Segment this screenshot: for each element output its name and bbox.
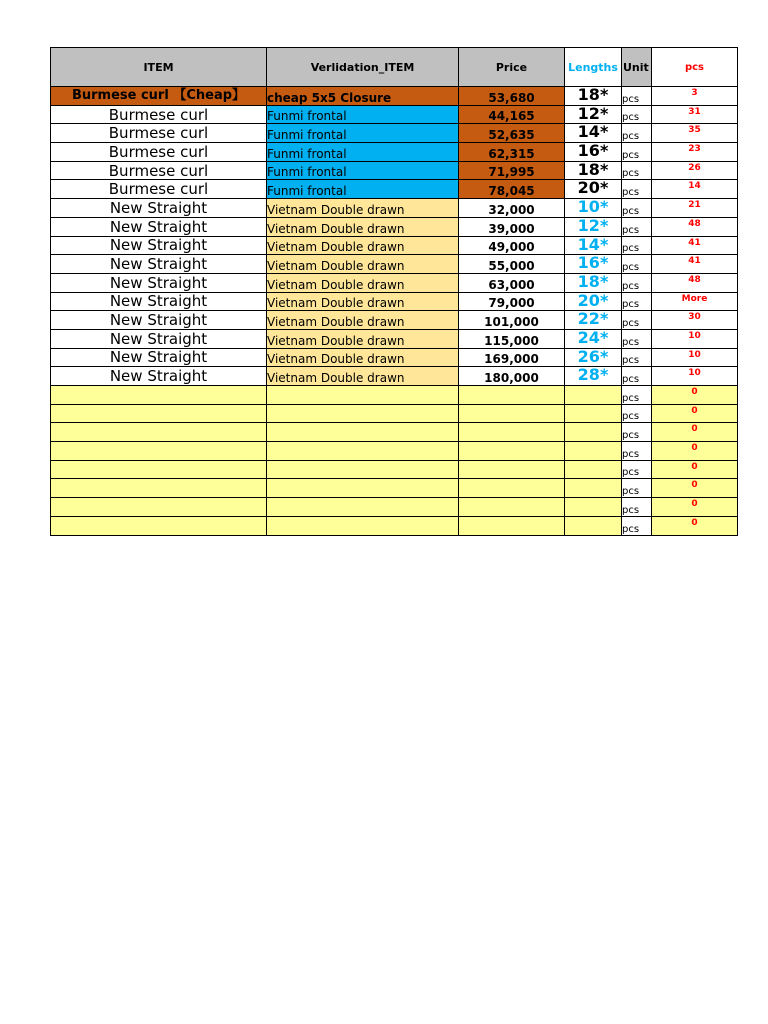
unit-cell[interactable]: pcs	[622, 516, 652, 535]
verlidation-cell[interactable]: Vietnam Double drawn	[267, 199, 459, 218]
length-cell[interactable]	[565, 404, 622, 423]
price-cell[interactable]: 79,000	[459, 292, 565, 311]
pcs-cell[interactable]: More	[652, 292, 738, 311]
table-row	[51, 516, 738, 535]
length-cell[interactable]: 20*	[565, 180, 622, 199]
length-cell[interactable]: 10*	[565, 199, 622, 218]
length-cell[interactable]	[565, 516, 622, 535]
price-cell[interactable]	[459, 404, 565, 423]
pcs-cell[interactable]: 0	[652, 460, 738, 479]
price-cell[interactable]: 39,000	[459, 217, 565, 236]
unit-cell[interactable]: pcs	[622, 479, 652, 498]
item-cell[interactable]: Burmese curl	[51, 105, 267, 124]
price-cell[interactable]	[459, 479, 565, 498]
verlidation-cell[interactable]: Vietnam Double drawn	[267, 292, 459, 311]
verlidation-cell[interactable]	[267, 516, 459, 535]
item-cell[interactable]	[51, 498, 267, 517]
verlidation-cell[interactable]: Funmi frontal	[267, 161, 459, 180]
item-cell[interactable]	[51, 386, 267, 405]
table-row	[51, 180, 738, 199]
header-lengths[interactable]: Lengths	[565, 48, 622, 87]
price-cell[interactable]: 32,000	[459, 199, 565, 218]
table-row	[51, 404, 738, 423]
pcs-cell[interactable]: 0	[652, 516, 738, 535]
unit-cell[interactable]: pcs	[622, 143, 652, 162]
unit-cell[interactable]: pcs	[622, 124, 652, 143]
pcs-cell[interactable]: 0	[652, 479, 738, 498]
item-cell[interactable]	[51, 479, 267, 498]
unit-cell[interactable]: pcs	[622, 292, 652, 311]
header-unit[interactable]: Unit	[622, 48, 652, 87]
length-cell[interactable]	[565, 442, 622, 461]
verlidation-cell[interactable]: Vietnam Double drawn	[267, 329, 459, 348]
item-cell[interactable]: New Straight	[51, 199, 267, 218]
item-cell[interactable]: Burmese curl	[51, 161, 267, 180]
table-row	[51, 311, 738, 330]
unit-cell[interactable]: pcs	[622, 423, 652, 442]
table-row	[51, 255, 738, 274]
length-cell[interactable]: 12*	[565, 217, 622, 236]
item-cell[interactable]: New Straight	[51, 311, 267, 330]
verlidation-cell[interactable]: Vietnam Double drawn	[267, 255, 459, 274]
pcs-cell[interactable]: 48	[652, 217, 738, 236]
table-row	[51, 460, 738, 479]
pcs-cell[interactable]: 3	[652, 87, 738, 106]
unit-cell[interactable]: pcs	[622, 386, 652, 405]
price-cell[interactable]: 101,000	[459, 311, 565, 330]
pcs-cell[interactable]: 35	[652, 124, 738, 143]
price-cell[interactable]: 78,045	[459, 180, 565, 199]
length-cell[interactable]: 28*	[565, 367, 622, 386]
unit-cell[interactable]: pcs	[622, 329, 652, 348]
length-cell[interactable]	[565, 498, 622, 517]
verlidation-cell[interactable]	[267, 460, 459, 479]
length-cell[interactable]: 14*	[565, 236, 622, 255]
table-row	[51, 386, 738, 405]
length-cell[interactable]: 20*	[565, 292, 622, 311]
table-row	[51, 87, 738, 106]
unit-cell[interactable]: pcs	[622, 311, 652, 330]
item-cell[interactable]: Burmese curl	[51, 124, 267, 143]
price-cell[interactable]	[459, 498, 565, 517]
pcs-cell[interactable]: 10	[652, 367, 738, 386]
item-cell[interactable]: New Straight	[51, 292, 267, 311]
unit-cell[interactable]: pcs	[622, 199, 652, 218]
verlidation-cell[interactable]: Funmi frontal	[267, 143, 459, 162]
table-row	[51, 479, 738, 498]
price-list-table	[50, 47, 738, 536]
price-cell[interactable]: 52,635	[459, 124, 565, 143]
item-cell[interactable]: New Straight	[51, 273, 267, 292]
length-cell[interactable]	[565, 423, 622, 442]
pcs-cell[interactable]: 48	[652, 273, 738, 292]
price-cell[interactable]: 55,000	[459, 255, 565, 274]
verlidation-cell[interactable]	[267, 423, 459, 442]
unit-cell[interactable]: pcs	[622, 404, 652, 423]
price-cell[interactable]	[459, 460, 565, 479]
header-pcs[interactable]: pcs	[652, 48, 738, 87]
length-cell[interactable]	[565, 386, 622, 405]
verlidation-cell[interactable]	[267, 479, 459, 498]
table-row	[51, 161, 738, 180]
item-cell[interactable]: New Straight	[51, 329, 267, 348]
length-cell[interactable]: 12*	[565, 105, 622, 124]
length-cell[interactable]: 16*	[565, 143, 622, 162]
unit-cell[interactable]: pcs	[622, 105, 652, 124]
pcs-cell[interactable]: 26	[652, 161, 738, 180]
verlidation-cell[interactable]	[267, 404, 459, 423]
price-cell[interactable]: 44,165	[459, 105, 565, 124]
table-row	[51, 273, 738, 292]
unit-cell[interactable]: pcs	[622, 442, 652, 461]
item-cell[interactable]	[51, 423, 267, 442]
length-cell[interactable]: 22*	[565, 311, 622, 330]
pcs-cell[interactable]: 41	[652, 255, 738, 274]
price-cell[interactable]: 53,680	[459, 87, 565, 106]
pcs-cell[interactable]: 10	[652, 329, 738, 348]
header-price[interactable]: Price	[459, 48, 565, 87]
length-cell[interactable]: 18*	[565, 161, 622, 180]
table-row	[51, 143, 738, 162]
unit-cell[interactable]: pcs	[622, 217, 652, 236]
length-cell[interactable]: 18*	[565, 273, 622, 292]
unit-cell[interactable]: pcs	[622, 348, 652, 367]
unit-cell[interactable]: pcs	[622, 273, 652, 292]
unit-cell[interactable]: pcs	[622, 460, 652, 479]
price-cell[interactable]: 71,995	[459, 161, 565, 180]
price-cell[interactable]: 169,000	[459, 348, 565, 367]
verlidation-cell[interactable]: Vietnam Double drawn	[267, 217, 459, 236]
verlidation-cell[interactable]: Vietnam Double drawn	[267, 348, 459, 367]
length-cell[interactable]	[565, 460, 622, 479]
item-cell[interactable]: New Straight	[51, 236, 267, 255]
item-cell[interactable]	[51, 516, 267, 535]
unit-cell[interactable]: pcs	[622, 236, 652, 255]
length-cell[interactable]: 14*	[565, 124, 622, 143]
unit-cell[interactable]: pcs	[622, 255, 652, 274]
price-cell[interactable]	[459, 423, 565, 442]
unit-cell[interactable]: pcs	[622, 498, 652, 517]
verlidation-cell[interactable]	[267, 442, 459, 461]
item-cell[interactable]: Burmese curl 【Cheap】	[51, 87, 267, 106]
length-cell[interactable]: 24*	[565, 329, 622, 348]
price-cell[interactable]	[459, 386, 565, 405]
verlidation-cell[interactable]: cheap 5x5 Closure	[267, 87, 459, 106]
item-cell[interactable]	[51, 404, 267, 423]
table-row	[51, 124, 738, 143]
table-row	[51, 199, 738, 218]
item-cell[interactable]: Burmese curl	[51, 143, 267, 162]
verlidation-cell[interactable]	[267, 498, 459, 517]
pcs-cell[interactable]: 41	[652, 236, 738, 255]
table-row	[51, 292, 738, 311]
price-cell[interactable]: 63,000	[459, 273, 565, 292]
price-cell[interactable]: 62,315	[459, 143, 565, 162]
table-row	[51, 329, 738, 348]
header-verlidation[interactable]: Verlidation_ITEM	[267, 48, 459, 87]
pcs-cell[interactable]: 21	[652, 199, 738, 218]
pcs-cell[interactable]: 0	[652, 404, 738, 423]
unit-cell[interactable]: pcs	[622, 180, 652, 199]
table-row	[51, 236, 738, 255]
item-cell[interactable]: New Straight	[51, 255, 267, 274]
price-cell[interactable]	[459, 442, 565, 461]
pcs-cell[interactable]: 0	[652, 442, 738, 461]
pcs-cell[interactable]: 30	[652, 311, 738, 330]
pcs-cell[interactable]: 0	[652, 386, 738, 405]
verlidation-cell[interactable]: Vietnam Double drawn	[267, 311, 459, 330]
unit-cell[interactable]: pcs	[622, 367, 652, 386]
verlidation-cell[interactable]: Vietnam Double drawn	[267, 273, 459, 292]
item-cell[interactable]: New Straight	[51, 367, 267, 386]
item-cell[interactable]	[51, 460, 267, 479]
pcs-cell[interactable]: 14	[652, 180, 738, 199]
item-cell[interactable]: Burmese curl	[51, 180, 267, 199]
length-cell[interactable]: 16*	[565, 255, 622, 274]
table-row	[51, 217, 738, 236]
pcs-cell[interactable]: 0	[652, 423, 738, 442]
table-row	[51, 105, 738, 124]
pcs-cell[interactable]: 0	[652, 498, 738, 517]
price-cell[interactable]: 115,000	[459, 329, 565, 348]
verlidation-cell[interactable]	[267, 386, 459, 405]
pcs-cell[interactable]: 23	[652, 143, 738, 162]
item-cell[interactable]: New Straight	[51, 348, 267, 367]
item-cell[interactable]	[51, 442, 267, 461]
price-cell[interactable]: 180,000	[459, 367, 565, 386]
table-row	[51, 423, 738, 442]
length-cell[interactable]: 26*	[565, 348, 622, 367]
verlidation-cell[interactable]: Funmi frontal	[267, 105, 459, 124]
header-row	[51, 48, 738, 87]
verlidation-cell[interactable]: Funmi frontal	[267, 180, 459, 199]
item-cell[interactable]: New Straight	[51, 217, 267, 236]
unit-cell[interactable]: pcs	[622, 161, 652, 180]
unit-cell[interactable]: pcs	[622, 87, 652, 106]
verlidation-cell[interactable]: Funmi frontal	[267, 124, 459, 143]
table-row	[51, 348, 738, 367]
pcs-cell[interactable]: 10	[652, 348, 738, 367]
length-cell[interactable]	[565, 479, 622, 498]
pcs-cell[interactable]: 31	[652, 105, 738, 124]
table-row	[51, 367, 738, 386]
table-row	[51, 442, 738, 461]
price-cell[interactable]	[459, 516, 565, 535]
price-cell[interactable]: 49,000	[459, 236, 565, 255]
header-item[interactable]: ITEM	[51, 48, 267, 87]
verlidation-cell[interactable]: Vietnam Double drawn	[267, 236, 459, 255]
length-cell[interactable]: 18*	[565, 87, 622, 106]
verlidation-cell[interactable]: Vietnam Double drawn	[267, 367, 459, 386]
table-row	[51, 498, 738, 517]
